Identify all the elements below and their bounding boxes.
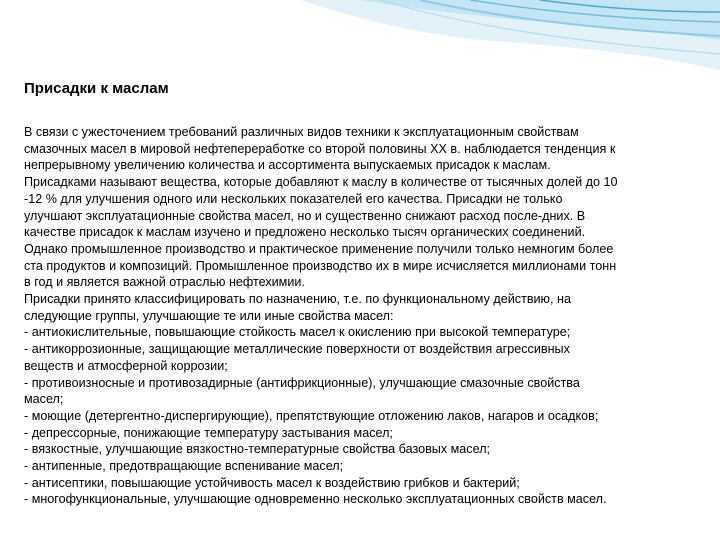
body-line: смазочных масел в мировой нефтепереработке со второй половины XX в. наблюдается тенденция к xyxy=(24,141,616,156)
body-line: - многофункциональные, улучшающие одновременно несколько эксплуатационных свойств масел. xyxy=(24,492,607,507)
body-line: - противоизносные и противозадирные (антифрикционные), улучшающие смазочные свойства xyxy=(24,375,580,390)
body-line: качестве присадок к маслам изучено и предложено несколько тысяч органических соединений. xyxy=(24,225,586,240)
body-line: Присадками называют вещества, которые добавляют к маслу в количестве от тысячных долей до 10 xyxy=(24,175,618,190)
body-line: веществ и атмосферной коррозии; xyxy=(24,358,228,373)
body-line: -12 % для улучшения одного или нескольких показателей его качества. Присадки не только xyxy=(24,191,563,206)
body-line: Присадки принято классифицировать по назначению, т.е. по функциональному действию, на xyxy=(24,292,571,307)
body-line: - депрессорные, понижающие температуру застывания масел; xyxy=(24,425,393,440)
body-line: - антисептики, повышающие устойчивость масел к воздействию грибков и бактерий; xyxy=(24,475,520,490)
body-line: следующие группы, улучшающие те или иные свойства масел: xyxy=(24,308,394,323)
slide-title: Присадки к маслам xyxy=(24,80,169,97)
body-line: - вязкостные, улучшающие вязкостно-температурные свойства базовых масел; xyxy=(24,442,491,457)
slide-body xyxy=(24,124,700,508)
body-line: ста продуктов и композиций. Промышленное производство их в мире исчисляется миллионами тонн xyxy=(24,258,617,273)
body-line: - моющие (детергентно-диспергирующие), препятствующие отложению лаков, нагаров и осадков; xyxy=(24,408,599,423)
body-line: в год и является важной отраслью нефтехимии. xyxy=(24,275,305,290)
body-line: непрерывному увеличению количества и ассортимента выпускаемых присадок к маслам. xyxy=(24,158,551,173)
body-line: - антиокислительные, повышающие стойкость масел к окислению при высокой температуре; xyxy=(24,325,571,340)
body-line: - антипенные, предотвращающие вспенивание масел; xyxy=(24,459,344,474)
body-line: Однако промышленное производство и практическое применение получили только немногим более xyxy=(24,241,614,256)
body-line: улучшают эксплуатационные свойства масел, но и существенно снижают расход после-дних. В xyxy=(24,208,586,223)
body-line: масел; xyxy=(24,392,64,407)
body-line: - антикоррозионные, защищающие металлические поверхности от воздействия агрессивных xyxy=(24,342,570,357)
body-line: В связи с ужесточением требований различных видов техники к эксплуатационным свойствам xyxy=(24,125,579,139)
